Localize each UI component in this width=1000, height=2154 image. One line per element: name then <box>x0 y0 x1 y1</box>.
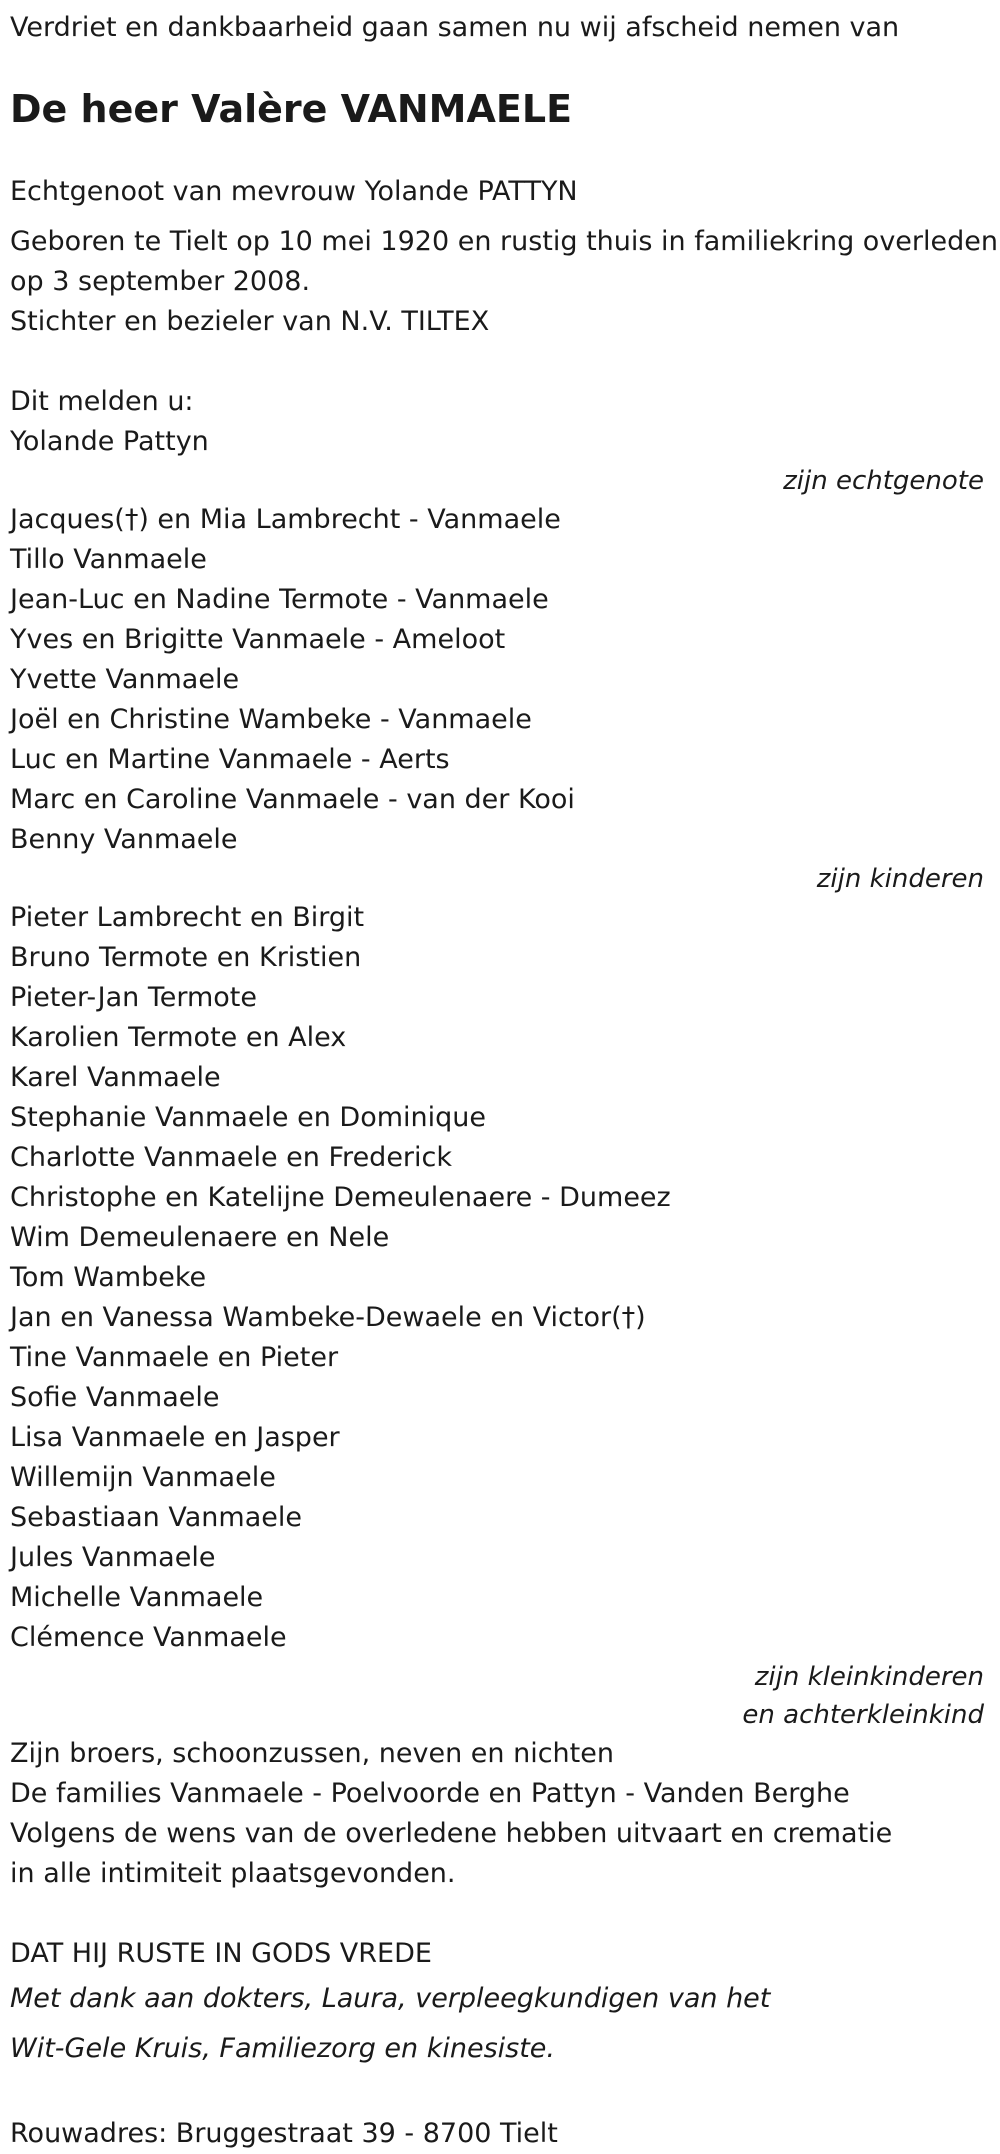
birth-line-2: op 3 september 2008. <box>10 266 311 297</box>
wish-line-2: in alle intimiteit plaatsgevonden. <box>10 1858 456 1889</box>
list-item: Marc en Caroline Vanmaele - van der Kooi <box>10 784 575 815</box>
mourning-address: Rouwadres: Bruggestraat 39 - 8700 Tielt <box>10 2118 558 2149</box>
rest-in-peace: DAT HIJ RUSTE IN GODS VREDE <box>10 1938 432 1969</box>
birth-line-1: Geboren te Tielt op 10 mei 1920 en rustig thuis in familiekring overleden <box>10 226 998 257</box>
list-item: Bruno Termote en Kristien <box>10 942 362 973</box>
list-item: Karolien Termote en Alex <box>10 1022 347 1053</box>
intro-text: Verdriet en dankbaarheid gaan samen nu wij afscheid nemen van <box>10 12 900 43</box>
family-line-1: Zijn broers, schoonzussen, neven en nichten <box>10 1738 614 1769</box>
family-line-2: De families Vanmaele - Poelvoorde en Pattyn - Vanden Berghe <box>10 1778 850 1809</box>
announce-text: Dit melden u: <box>10 386 194 417</box>
grandchildren-list <box>10 898 990 1658</box>
list-item: Charlotte Vanmaele en Frederick <box>10 1142 453 1173</box>
list-item: Wim Demeulenaere en Nele <box>10 1222 390 1253</box>
spouse-name: Yolande Pattyn <box>10 426 209 457</box>
spouse-role: zijn echtgenote <box>783 466 984 496</box>
children-role: zijn kinderen <box>816 864 984 894</box>
list-item: Benny Vanmaele <box>10 824 238 855</box>
list-item: Tom Wambeke <box>10 1262 207 1293</box>
list-item: Yves en Brigitte Vanmaele - Ameloot <box>10 624 506 655</box>
grandchildren-role: zijn kleinkinderen <box>754 1662 984 1692</box>
thanks-line-2: Wit-Gele Kruis, Familiezorg en kinesiste. <box>10 2033 555 2064</box>
list-item: Tine Vanmaele en Pieter <box>10 1342 339 1373</box>
list-item: Clémence Vanmaele <box>10 1622 287 1653</box>
list-item: Jules Vanmaele <box>10 1542 216 1573</box>
list-item: Jan en Vanessa Wambeke-Dewaele en Victor(†) <box>10 1302 646 1333</box>
list-item: Yvette Vanmaele <box>10 664 240 695</box>
list-item: Pieter Lambrecht en Birgit <box>10 902 365 933</box>
list-item: Karel Vanmaele <box>10 1062 221 1093</box>
list-item: Joël en Christine Wambeke - Vanmaele <box>10 704 532 735</box>
list-item: Jacques(†) en Mia Lambrecht - Vanmaele <box>10 504 561 535</box>
list-item: Pieter-Jan Termote <box>10 982 257 1013</box>
list-item: Stephanie Vanmaele en Dominique <box>10 1102 487 1133</box>
list-item: Sebastiaan Vanmaele <box>10 1502 302 1533</box>
list-item: Lisa Vanmaele en Jasper <box>10 1422 340 1453</box>
wish-line-1: Volgens de wens van de overledene hebben uitvaart en crematie <box>10 1818 893 1849</box>
children-list <box>10 500 990 860</box>
list-item: Willemijn Vanmaele <box>10 1462 276 1493</box>
list-item: Christophe en Katelijne Demeulenaere - Dumeez <box>10 1182 671 1213</box>
list-item: Sofie Vanmaele <box>10 1382 220 1413</box>
deceased-name: De heer Valère VANMAELE <box>10 87 573 131</box>
list-item: Luc en Martine Vanmaele - Aerts <box>10 744 450 775</box>
list-item: Tillo Vanmaele <box>10 544 207 575</box>
list-item: Michelle Vanmaele <box>10 1582 264 1613</box>
thanks-line-1: Met dank aan dokters, Laura, verpleegkundigen van het <box>10 1983 771 2014</box>
spouse-line: Echtgenoot van mevrouw Yolande PATTYN <box>10 176 578 207</box>
great-grandchild-role: en achterkleinkind <box>742 1700 984 1730</box>
founder-line: Stichter en bezieler van N.V. TILTEX <box>10 306 490 337</box>
list-item: Jean-Luc en Nadine Termote - Vanmaele <box>10 584 549 615</box>
